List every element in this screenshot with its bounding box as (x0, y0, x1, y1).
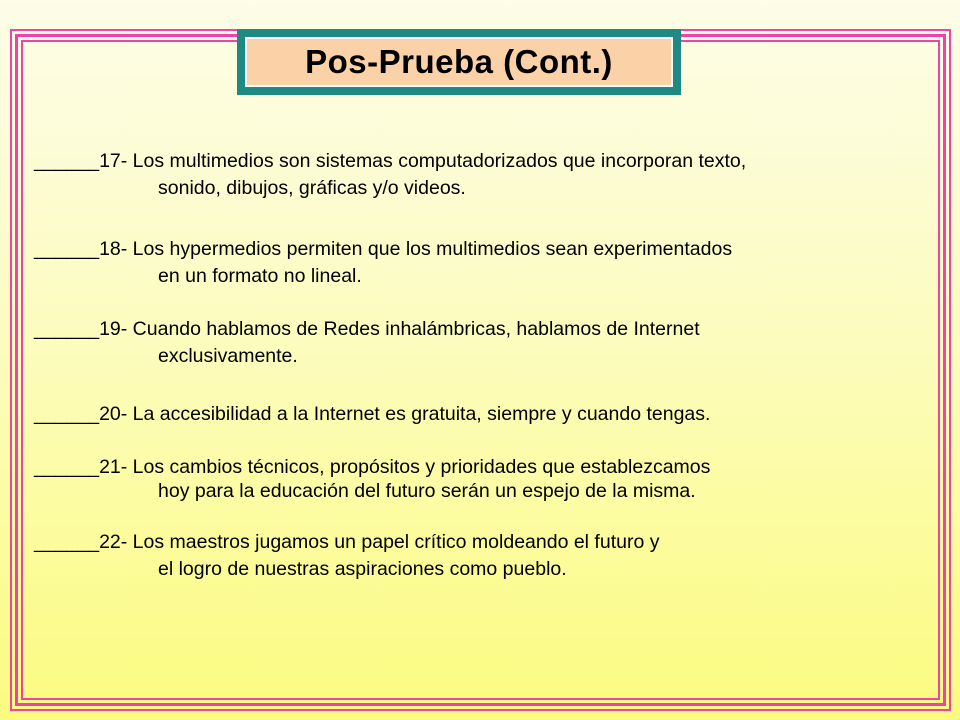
page-title: Pos-Prueba (Cont.) (305, 43, 613, 80)
answer-blank-17[interactable]: ______ (34, 150, 100, 172)
question-18 (34, 236, 732, 290)
question-19-line2: exclusivamente. (158, 345, 298, 367)
question-22 (34, 529, 659, 583)
question-21-line1: 21- Los cambios técnicos, propósitos y prioridades que establezcamos (99, 456, 711, 478)
question-19 (34, 316, 700, 370)
answer-blank-22[interactable]: ______ (34, 531, 100, 553)
title-panel (245, 37, 673, 87)
question-21-line2: hoy para la educación del futuro serán un espejo de la misma. (158, 480, 696, 502)
question-22-line2: el logro de nuestras aspiraciones como pueblo. (158, 558, 567, 580)
answer-blank-19[interactable]: ______ (34, 318, 100, 340)
question-19-line1: 19- Cuando hablamos de Redes inhalámbricas, hablamos de Internet (99, 318, 700, 340)
question-17-line2: sonido, dibujos, gráficas y/o videos. (158, 177, 466, 199)
question-20-line1: 20- La accesibilidad a la Internet es gratuita, siempre y cuando tengas. (99, 403, 711, 425)
question-18-line1: 18- Los hypermedios permiten que los multimedios sean experimentados (99, 238, 733, 260)
answer-blank-18[interactable]: ______ (34, 238, 100, 260)
answer-blank-21[interactable]: ______ (34, 456, 100, 478)
question-18-line2: en un formato no lineal. (158, 265, 362, 287)
question-22-line1: 22- Los maestros jugamos un papel crítico moldeando el futuro y (99, 531, 660, 553)
outer-border (10, 29, 951, 711)
question-17 (34, 148, 746, 202)
middle-border (15, 34, 946, 706)
question-20 (34, 401, 710, 428)
question-21 (34, 455, 710, 503)
answer-blank-20[interactable]: ______ (34, 403, 100, 425)
inner-border (21, 40, 940, 700)
title-frame (237, 29, 681, 95)
question-17-line1: 17- Los multimedios son sistemas computadorizados que incorporan texto, (99, 150, 747, 172)
